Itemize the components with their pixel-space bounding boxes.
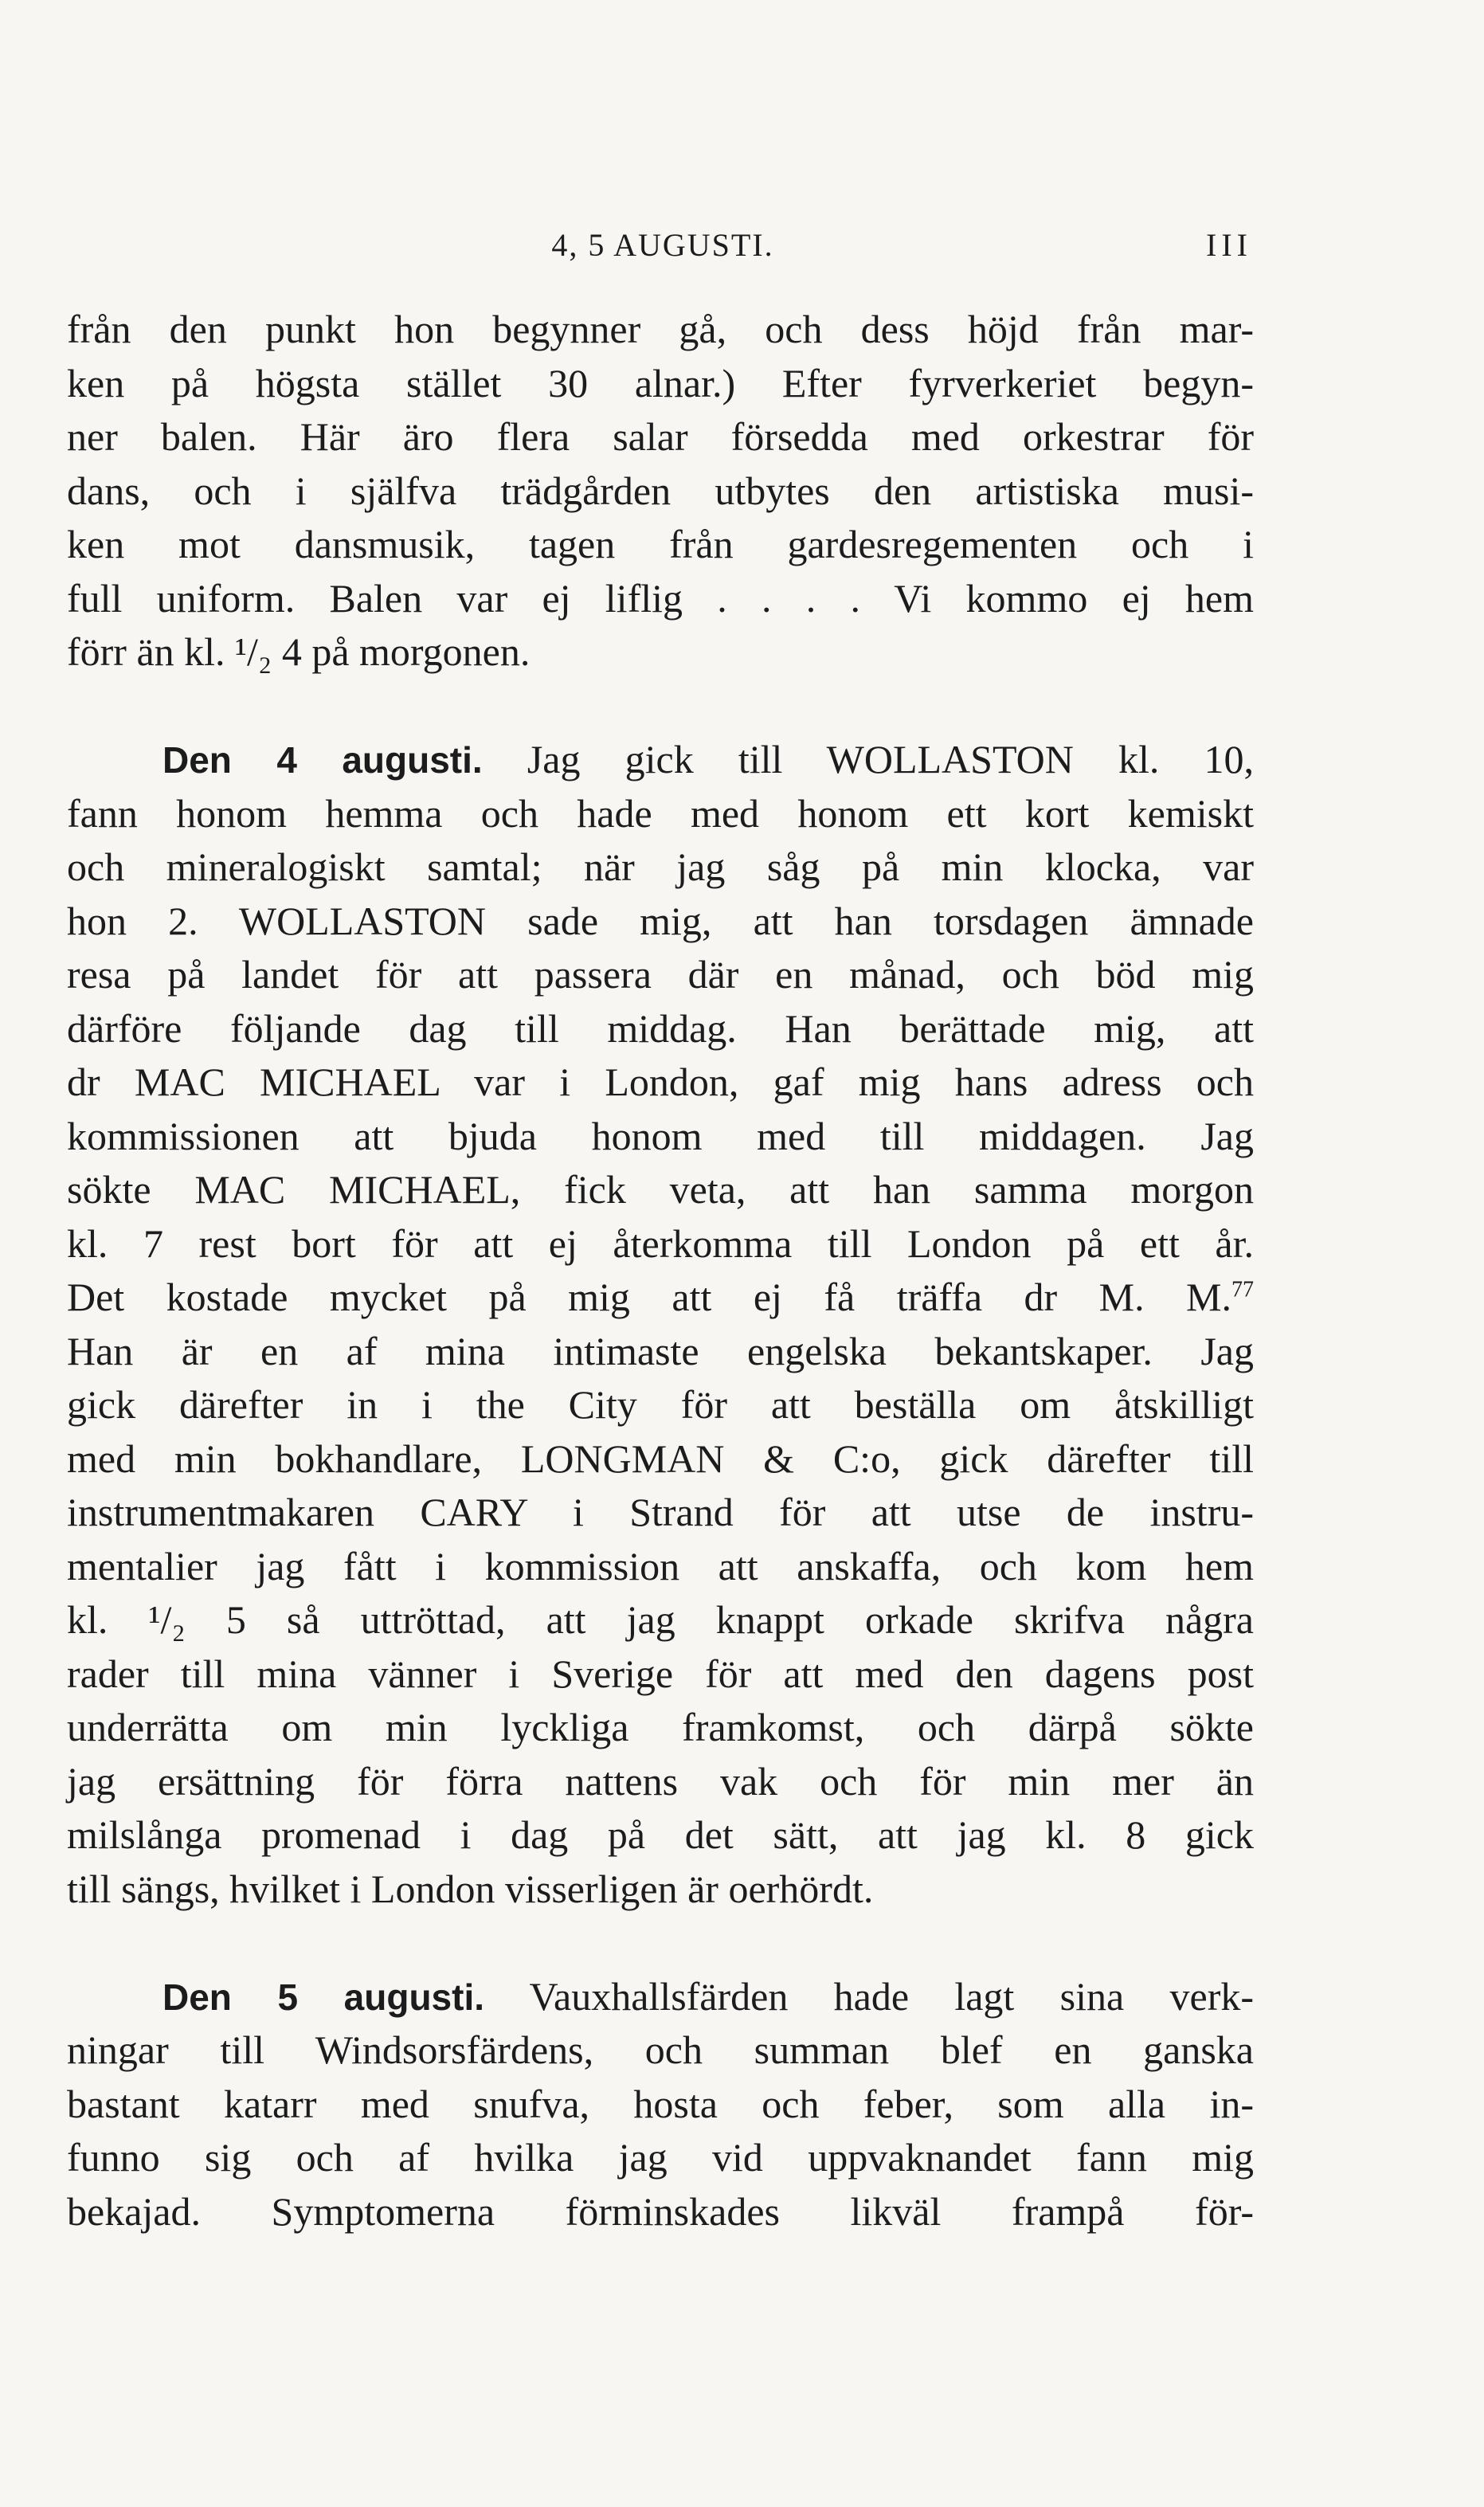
text-line: Han är en af mina intimaste engelska bekantskaper. Jag bbox=[67, 1328, 1254, 1373]
text-span: Vauxhallsfärden hade lagt sina verk- bbox=[529, 1973, 1254, 2019]
text-line: jag ersättning för förra nattens vak och för min mer än bbox=[67, 1758, 1254, 1804]
text-line: milslånga promenad i dag på det sätt, att jag kl. 8 gick bbox=[67, 1812, 1254, 1857]
text-line: därföre följande dag till middag. Han berättade mig, att bbox=[67, 1005, 1254, 1051]
text-span: Det kostade mycket på mig att ej få träffa dr M. M. bbox=[67, 1275, 1231, 1319]
text-line bbox=[67, 733, 1254, 787]
text-line: bastant katarr med snufva, hosta och feber, som alla in- bbox=[67, 2081, 1254, 2126]
paragraph-gap bbox=[67, 1916, 1254, 1970]
text-line: dr MAC MICHAEL var i London, gaf mig hans adress och bbox=[67, 1060, 1254, 1104]
text-line: kl. 7 rest bort för att ej återkomma till London på ett år. bbox=[67, 1220, 1254, 1266]
text-line: kommissionen att bjuda honom med till middagen. Jag bbox=[67, 1113, 1254, 1158]
text-line bbox=[67, 1271, 1254, 1325]
text-line: underrätta om min lyckliga framkomst, och därpå sökte bbox=[67, 1705, 1254, 1749]
text-line: från den punkt hon begynner gå, och dess höjd från mar- bbox=[67, 307, 1254, 351]
text-line: med min bokhandlare, LONGMAN & C:o, gick därefter till bbox=[67, 1436, 1254, 1481]
paragraph-gap bbox=[67, 680, 1254, 734]
text-line: instrumentmakaren CARY i Strand för att utse de instru- bbox=[67, 1490, 1254, 1534]
text-line: fann honom hemma och hade med honom ett kort kemiskt bbox=[67, 790, 1254, 836]
text-line: full uniform. Balen var ej liflig . . . . Vi kommo ej hem bbox=[67, 575, 1254, 621]
text-line bbox=[67, 1970, 1254, 2024]
entry-date-heading: Den 4 augusti. bbox=[162, 739, 483, 781]
text-line: hon 2. WOLLASTON sade mig, att han torsdagen ämnade bbox=[67, 898, 1254, 943]
text-line: funno sig och af hvilka jag vid uppvaknandet fann mig bbox=[67, 2135, 1254, 2180]
text-line: ningar till Windsorsfärdens, och summan blef en ganska bbox=[67, 2027, 1254, 2072]
running-header bbox=[73, 226, 1252, 274]
text-line: rader till mina vänner i Sverige för att med den dagens post bbox=[67, 1651, 1254, 1696]
chapter-heading: 4, 5 AUGUSTI. bbox=[551, 227, 774, 263]
text-line: och mineralogiskt samtal; när jag såg på min klocka, var bbox=[67, 844, 1254, 889]
text-line: gick därefter in i the City för att beställa om åtskilligt bbox=[67, 1382, 1254, 1427]
text-line: ken mot dansmusik, tagen från gardesregementen och i bbox=[67, 522, 1254, 566]
text-line: förr än kl. ¹/₂ 4 på morgonen. bbox=[67, 629, 531, 674]
text-line: ken på högsta stället 30 alnar.) Efter fyrverkeriet begyn- bbox=[67, 360, 1254, 405]
text-line: bekajad. Symptomerna förminskades likväl frampå för- bbox=[67, 2188, 1254, 2234]
text-line: resa på landet för att passera där en månad, och böd mig bbox=[67, 952, 1254, 997]
entry-date-heading: Den 5 augusti. bbox=[162, 1976, 485, 2018]
text-line: mentalier jag fått i kommission att anskaffa, och kom hem bbox=[67, 1543, 1254, 1588]
body-text bbox=[67, 303, 1254, 2239]
page-number: III bbox=[1206, 227, 1252, 263]
text-line: kl. ¹/₂ 5 så uttröttad, att jag knappt orkade skrifva några bbox=[67, 1597, 1254, 1642]
text-line: dans, och i själfva trädgården utbytes den artistiska musi- bbox=[67, 468, 1254, 513]
text-line: ner balen. Här äro flera salar försedda med orkestrar för bbox=[67, 414, 1254, 459]
text-line: till sängs, hvilket i London visserligen är oerhördt. bbox=[67, 1866, 874, 1911]
footnote-marker: 77 bbox=[1231, 1277, 1254, 1302]
text-span: Jag gick till WOLLASTON kl. 10, bbox=[527, 737, 1255, 781]
text-line: sökte MAC MICHAEL, fick veta, att han samma morgon bbox=[67, 1167, 1254, 1212]
